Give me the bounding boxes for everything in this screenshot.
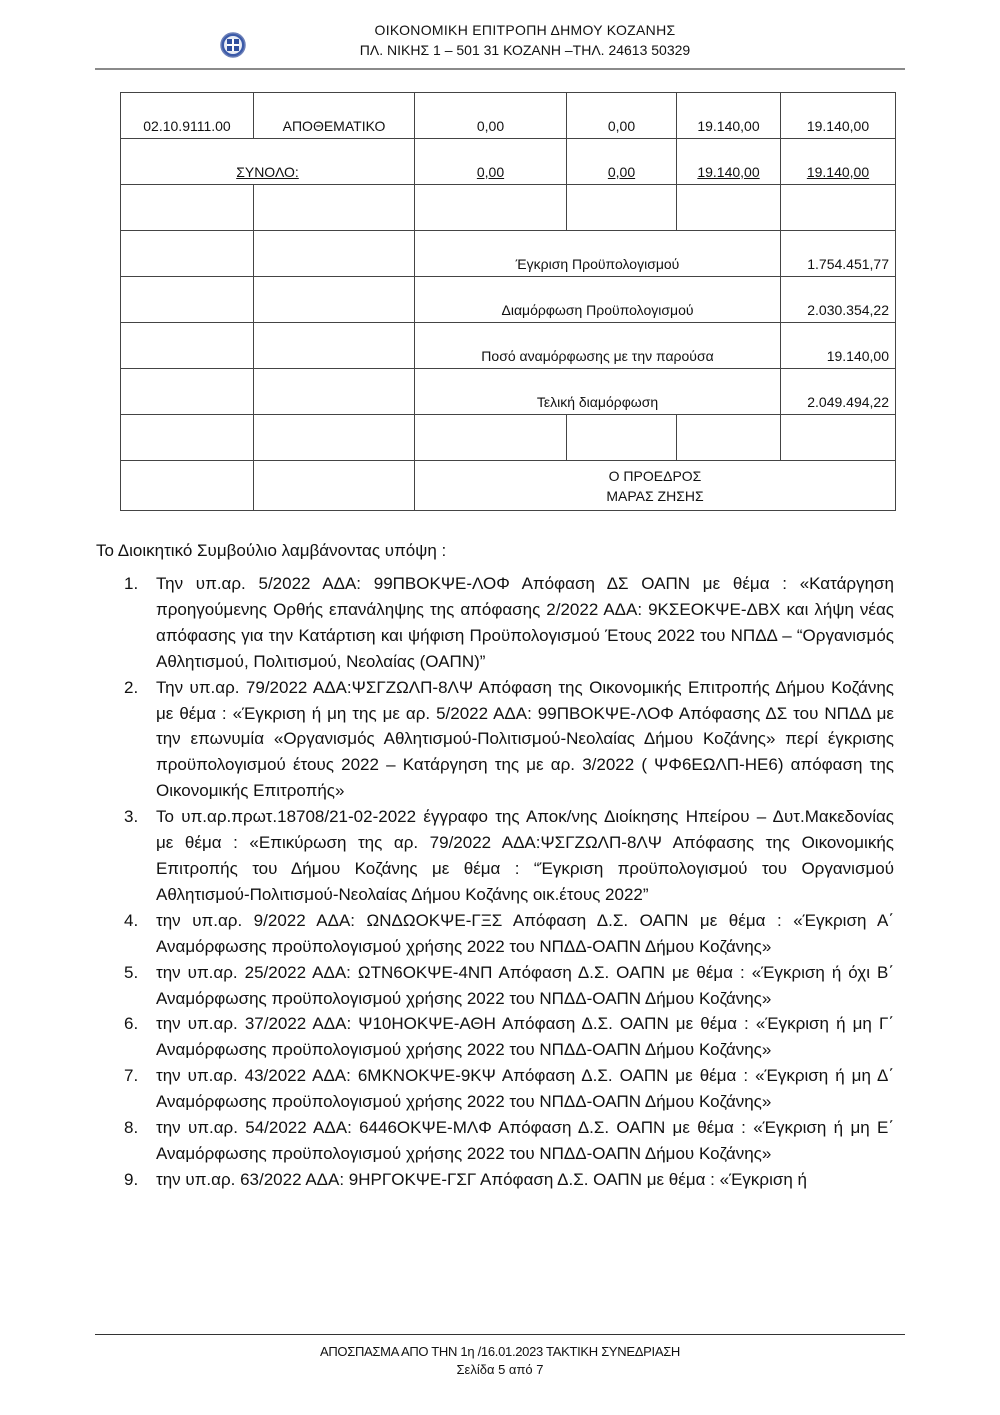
list-number: 8. bbox=[124, 1118, 139, 1138]
intro-paragraph: Το Διοικητικό Συμβούλιο λαμβάνοντας υπόψη : bbox=[96, 541, 447, 560]
amount-col4: 0,00 bbox=[567, 93, 677, 139]
footer-divider bbox=[95, 1334, 905, 1335]
amount-col5: 19.140,00 bbox=[677, 93, 781, 139]
empty-cell bbox=[677, 415, 781, 461]
empty-cell bbox=[254, 415, 415, 461]
total-col5-cell bbox=[677, 139, 781, 185]
total-label-cell bbox=[121, 139, 415, 185]
empty-cell bbox=[254, 185, 415, 231]
list-item bbox=[124, 571, 894, 675]
list-text: την υπ.αρ. 54/2022 ΑΔΑ: 6446ΟΚΨΕ-ΜΛΦ Απόφαση Δ.Σ. ΟΑΠΝ με θέμα : «Έγκριση ή μη Ε΄ Αναμόρφωσης προϋπολογισμού χρήσης 2022 του ΝΠΔΔ-ΟΑΠΝ Δήμου Κοζάνης» bbox=[156, 1118, 894, 1163]
list-number: 5. bbox=[124, 962, 139, 982]
summary-value: 2.049.494,22 bbox=[781, 369, 896, 415]
list-item bbox=[124, 908, 894, 960]
table-row-signature bbox=[121, 461, 896, 511]
empty-cell bbox=[415, 185, 567, 231]
list-item bbox=[124, 675, 894, 805]
total-col4: 0,00 bbox=[607, 164, 636, 180]
empty-cell bbox=[121, 231, 254, 277]
header-divider bbox=[95, 68, 905, 70]
list-item bbox=[124, 1011, 894, 1063]
table-row-total bbox=[121, 139, 896, 185]
table-row-item bbox=[121, 93, 896, 139]
list-number: 7. bbox=[124, 1066, 139, 1086]
list-text: Την υπ.αρ. 79/2022 ΑΔΑ:ΨΣΓΖΩΛΠ-8ΛΨ Απόφαση της Οικονομικής Επιτροπής Δήμου Κοζάνης με θέμα : «Έγκριση ή μη της με αρ. 5/2022 ΑΔΑ: 99ΠΒΟΚΨΕ-ΛΟΦ Απόφασης ΔΣ του ΝΠΔΔ με την επωνυμία «Οργανισμός Αθλητισμού-Πολιτισμού-Νεολαίας Δήμου Κοζάνης» περί έγκρισης προϋπολογισμού έτους 2022 – Κατάργηση της με αρ. 3/2022 ( ΨΦ6ΕΩΛΠ-ΗΕ6) απόφαση της Οικονομικής Επιτροπής» bbox=[156, 677, 894, 801]
total-label: ΣΥΝΟΛΟ: bbox=[236, 164, 299, 180]
list-number: 6. bbox=[124, 1014, 139, 1034]
signature-title: Ο ΠΡΟΕΔΡΟΣ bbox=[608, 467, 702, 484]
empty-cell bbox=[121, 415, 254, 461]
list-item bbox=[124, 1063, 894, 1115]
page-number: Σελίδα 5 από 7 bbox=[456, 1362, 544, 1377]
total-col3-cell bbox=[415, 139, 567, 185]
table-row-empty bbox=[121, 415, 896, 461]
summary-value: 1.754.451,77 bbox=[781, 231, 896, 277]
page-header bbox=[0, 0, 1000, 72]
list-number: 1. bbox=[124, 574, 139, 593]
empty-cell bbox=[781, 185, 896, 231]
empty-cell bbox=[677, 185, 781, 231]
list-text: την υπ.αρ. 37/2022 ΑΔΑ: Ψ10ΗΟΚΨΕ-ΑΘΗ Απόφαση Δ.Σ. ΟΑΠΝ με θέμα : «Έγκριση ή μη Γ΄ Αναμόρφωσης προϋπολογισμού χρήσης 2022 του ΝΠΔΔ-ΟΑΠΝ Δήμου Κοζάνης» bbox=[156, 1014, 894, 1060]
list-text: Το υπ.αρ.πρωτ.18708/21-02-2022 έγγραφο της Αποκ/νης Διοίκησης Ηπείρου – Δυτ.Μακεδονίας με θέμα : «Επικύρωση της αρ. 79/2022 ΑΔΑ:ΨΣΓΖΩΛΠ-8ΛΨ Απόφασης της Οικονομικής Επιτροπής του Δήμου Κοζάνης με θέμα : “Έγκριση προϋπολογισμού του Οργανισμού Αθλητισμού-Πολιτισμού-Νεολαίας Δήμου Κοζάνης οικ.έτους 2022” bbox=[156, 807, 894, 904]
list-item bbox=[124, 804, 894, 908]
table-row-empty bbox=[121, 185, 896, 231]
empty-cell bbox=[254, 369, 415, 415]
summary-label: Διαμόρφωση Προϋπολογισμού bbox=[415, 277, 781, 323]
list-text: την υπ.αρ. 43/2022 ΑΔΑ: 6ΜΚΝΟΚΨΕ-9ΚΨ Απόφαση Δ.Σ. ΟΑΠΝ με θέμα : «Έγκριση ή μη Δ΄ Αναμόρφωσης προϋπολογισμού χρήσης 2022 του ΝΠΔΔ-ΟΑΠΝ Δήμου Κοζάνης» bbox=[156, 1066, 894, 1112]
list-item bbox=[124, 1167, 894, 1193]
header-address: ΠΛ. ΝΙΚΗΣ 1 – 501 31 ΚΟΖΑΝΗ –ΤΗΛ. 24613 50329 bbox=[359, 42, 691, 58]
considerations-list bbox=[96, 571, 894, 1193]
empty-cell bbox=[121, 461, 254, 511]
summary-label: Τελική διαμόρφωση bbox=[415, 369, 781, 415]
total-col4-cell bbox=[567, 139, 677, 185]
header-organization: ΟΙΚΟΝΟΜΙΚΗ ΕΠΙΤΡΟΠΗ ΔΗΜΟΥ ΚΟΖΑΝΗΣ bbox=[374, 22, 676, 38]
total-col3: 0,00 bbox=[476, 164, 505, 180]
list-text: την υπ.αρ. 25/2022 ΑΔΑ: ΩΤΝ6ΟΚΨΕ-4ΝΠ Απόφαση Δ.Σ. ΟΑΠΝ με θέμα : «Έγκριση ή όχι Β΄ Αναμόρφωσης προϋπολογισμού χρήσης 2022 του ΝΠΔΔ-ΟΑΠΝ Δήμου Κοζάνης» bbox=[156, 962, 894, 1008]
greek-coat-of-arms-icon bbox=[220, 32, 246, 58]
list-text: την υπ.αρ. 9/2022 ΑΔΑ: ΩΝΔΩΟΚΨΕ-ΓΞΣ Απόφαση Δ.Σ. ΟΑΠΝ με θέμα : «Έγκριση Α΄ Αναμόρφωσης προϋπολογισμού χρήσης 2022 του ΝΠΔΔ-ΟΑΠΝ Δήμου Κοζάνης» bbox=[156, 910, 894, 956]
summary-label: Έγκριση Προϋπολογισμού bbox=[415, 231, 781, 277]
table-row-summary bbox=[121, 277, 896, 323]
signature-block bbox=[415, 461, 896, 511]
table-row-summary bbox=[121, 231, 896, 277]
list-text: Την υπ.αρ. 5/2022 ΑΔΑ: 99ΠΒΟΚΨΕ-ΛΟΦ Απόφαση ΔΣ ΟΑΠΝ με θέμα : «Κατάργηση προηγούμενης Ορθής επανάληψης της απόφασης 2/2022 ΑΔΑ: 9ΚΣΕΟΚΨΕ-ΔΒΧ και λήψη νέας απόφασης για την Κατάρτιση και ψήφιση Προϋπολογισμού Έτους 2022 του ΝΠΔΔ – “Οργανισμός Αθλητισμού, Πολιτισμού, Νεολαίας (ΟΑΠΝ)” bbox=[156, 574, 894, 671]
empty-cell bbox=[121, 323, 254, 369]
total-col6-cell bbox=[781, 139, 896, 185]
total-col5: 19.140,00 bbox=[697, 164, 760, 180]
empty-cell bbox=[415, 415, 567, 461]
summary-value: 19.140,00 bbox=[781, 323, 896, 369]
empty-cell bbox=[121, 185, 254, 231]
amount-col3: 0,00 bbox=[415, 93, 567, 139]
signature-name: ΜΑΡΑΣ ΖΗΣΗΣ bbox=[606, 487, 704, 504]
list-item bbox=[124, 1115, 894, 1167]
total-col6: 19.140,00 bbox=[806, 164, 870, 180]
list-number: 9. bbox=[124, 1169, 139, 1189]
list-number: 4. bbox=[124, 910, 139, 930]
empty-cell bbox=[254, 277, 415, 323]
summary-value: 2.030.354,22 bbox=[781, 277, 896, 323]
summary-label: Ποσό αναμόρφωσης με την παρούσα bbox=[415, 323, 781, 369]
empty-cell bbox=[254, 461, 415, 511]
list-number: 2. bbox=[124, 677, 139, 697]
empty-cell bbox=[567, 415, 677, 461]
account-description: ΑΠΟΘΕΜΑΤΙΚΟ bbox=[254, 93, 415, 139]
account-code: 02.10.9111.00 bbox=[121, 93, 254, 139]
list-text: την υπ.αρ. 63/2022 ΑΔΑ: 9ΗΡΓΟΚΨΕ-ΓΣΓ Απόφαση Δ.Σ. ΟΑΠΝ με θέμα : «Έγκριση ή bbox=[156, 1169, 807, 1189]
empty-cell bbox=[781, 415, 896, 461]
table-row-summary bbox=[121, 323, 896, 369]
empty-cell bbox=[254, 323, 415, 369]
list-item bbox=[124, 960, 894, 1012]
footer-meeting-info: ΑΠΟΣΠΑΣΜΑ ΑΠΟ ΤΗΝ 1η /16.01.2023 ΤΑΚΤΙΚΗ ΣΥΝΕΔΡΙΑΣΗ bbox=[319, 1344, 681, 1359]
empty-cell bbox=[121, 277, 254, 323]
budget-table bbox=[120, 92, 896, 511]
empty-cell bbox=[121, 369, 254, 415]
table-row-summary bbox=[121, 369, 896, 415]
empty-cell bbox=[567, 185, 677, 231]
empty-cell bbox=[254, 231, 415, 277]
amount-col6: 19.140,00 bbox=[781, 93, 896, 139]
list-number: 3. bbox=[124, 807, 139, 827]
